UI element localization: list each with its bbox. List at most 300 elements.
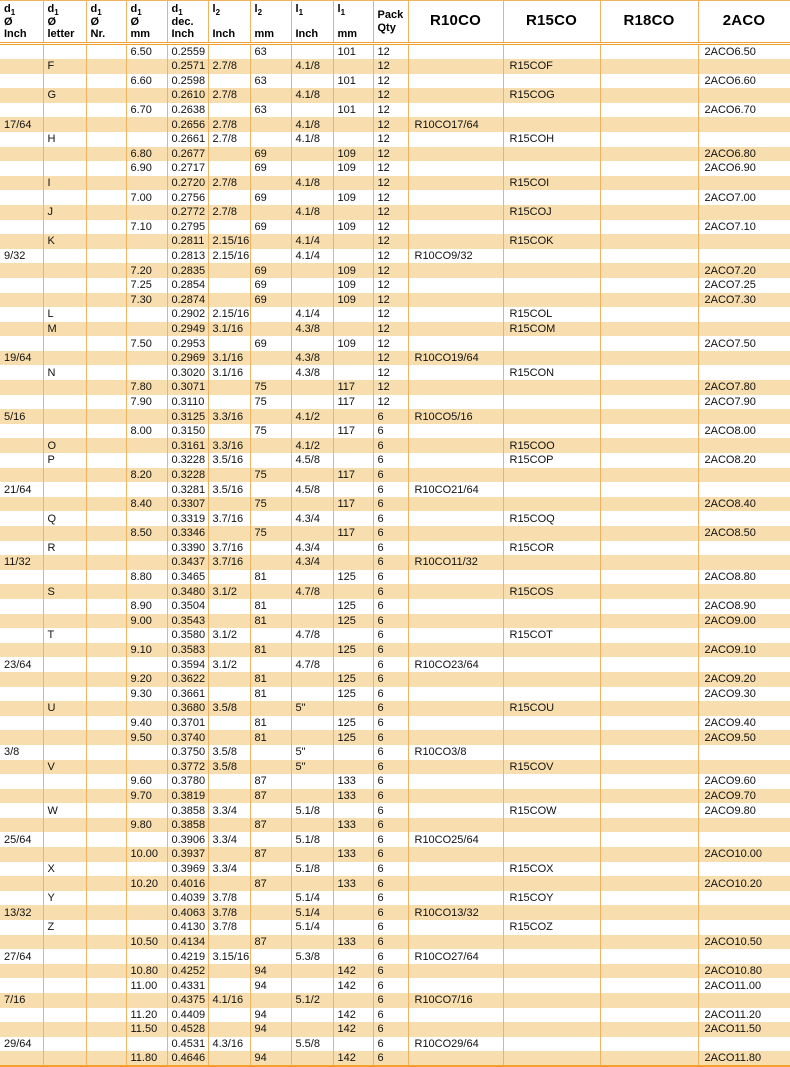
cell-pack-qty: 12 <box>373 132 408 147</box>
cell-r18co <box>600 599 698 614</box>
cell-l1-mm: 125 <box>333 614 373 629</box>
cell-r10co: R10CO3/8 <box>408 745 503 760</box>
cell-l1-inch <box>291 1008 333 1023</box>
cell-d1-nr <box>86 88 126 103</box>
cell-d1-mm: 8.50 <box>126 526 167 541</box>
cell-l1-mm: 101 <box>333 103 373 118</box>
cell-l2-inch <box>208 44 250 60</box>
cell-pack-qty: 12 <box>373 293 408 308</box>
cell-2aco <box>698 993 790 1008</box>
cell-l2-mm: 75 <box>250 380 291 395</box>
cell-r18co <box>600 701 698 716</box>
cell-r10co <box>408 716 503 731</box>
cell-2aco <box>698 584 790 599</box>
cell-r10co <box>408 862 503 877</box>
cell-2aco: 2ACO8.90 <box>698 599 790 614</box>
cell-pack-qty: 6 <box>373 541 408 556</box>
cell-l1-mm: 133 <box>333 774 373 789</box>
cell-2aco: 2ACO10.20 <box>698 876 790 891</box>
cell-l2-mm <box>250 59 291 74</box>
cell-l2-mm: 94 <box>250 978 291 993</box>
cell-d1-nr <box>86 103 126 118</box>
cell-l1-mm: 101 <box>333 44 373 60</box>
column-header-l1-inch: $l_1$ Inch <box>291 1 333 44</box>
cell-d1-nr <box>86 643 126 658</box>
cell-l2-inch: 3.3/16 <box>208 409 250 424</box>
table-row <box>0 803 790 818</box>
cell-d1-nr <box>86 278 126 293</box>
cell-pack-qty: 6 <box>373 818 408 833</box>
cell-r15co: R15COS <box>503 584 600 599</box>
cell-r15co <box>503 220 600 235</box>
cell-pack-qty: 12 <box>373 263 408 278</box>
cell-l2-inch <box>208 672 250 687</box>
cell-d1-letter <box>43 44 86 60</box>
cell-r10co <box>408 205 503 220</box>
cell-l1-inch: 5" <box>291 760 333 775</box>
cell-r18co <box>600 935 698 950</box>
cell-r10co <box>408 730 503 745</box>
cell-pack-qty: 12 <box>373 336 408 351</box>
cell-pack-qty: 6 <box>373 993 408 1008</box>
cell-pack-qty: 12 <box>373 88 408 103</box>
cell-r10co <box>408 847 503 862</box>
cell-l1-inch <box>291 1051 333 1066</box>
cell-l1-mm: 142 <box>333 964 373 979</box>
cell-r10co <box>408 803 503 818</box>
cell-r18co <box>600 220 698 235</box>
cell-r10co <box>408 1008 503 1023</box>
cell-r15co <box>503 424 600 439</box>
cell-l2-mm: 81 <box>250 570 291 585</box>
cell-pack-qty: 12 <box>373 205 408 220</box>
cell-2aco: 2ACO7.25 <box>698 278 790 293</box>
cell-l2-inch <box>208 497 250 512</box>
cell-r18co <box>600 862 698 877</box>
cell-pack-qty: 6 <box>373 672 408 687</box>
cell-l2-inch: 3.7/16 <box>208 541 250 556</box>
table-row <box>0 293 790 308</box>
cell-d1-dec: 0.3480 <box>167 584 208 599</box>
cell-r10co <box>408 628 503 643</box>
table-row <box>0 482 790 497</box>
cell-2aco <box>698 365 790 380</box>
cell-l2-mm <box>250 1037 291 1052</box>
cell-d1-inch: 7/16 <box>0 993 43 1008</box>
cell-d1-inch <box>0 628 43 643</box>
cell-d1-letter <box>43 482 86 497</box>
cell-l2-mm: 75 <box>250 526 291 541</box>
cell-r18co <box>600 760 698 775</box>
cell-d1-mm: 9.00 <box>126 614 167 629</box>
cell-l1-mm <box>333 555 373 570</box>
cell-2aco <box>698 482 790 497</box>
cell-d1-nr <box>86 803 126 818</box>
cell-r10co <box>408 526 503 541</box>
table-row <box>0 730 790 745</box>
cell-l1-inch: 4.7/8 <box>291 584 333 599</box>
cell-d1-letter <box>43 409 86 424</box>
cell-d1-inch: 19/64 <box>0 351 43 366</box>
cell-d1-mm: 7.20 <box>126 263 167 278</box>
cell-d1-nr <box>86 234 126 249</box>
cell-d1-mm: 10.50 <box>126 935 167 950</box>
cell-l1-inch <box>291 614 333 629</box>
cell-d1-nr <box>86 1022 126 1037</box>
cell-l1-inch <box>291 570 333 585</box>
cell-r10co <box>408 774 503 789</box>
cell-d1-inch <box>0 760 43 775</box>
cell-l1-inch <box>291 964 333 979</box>
cell-d1-nr <box>86 657 126 672</box>
cell-d1-mm <box>126 905 167 920</box>
cell-d1-mm <box>126 176 167 191</box>
cell-l2-mm <box>250 541 291 556</box>
cell-l2-inch <box>208 774 250 789</box>
cell-l1-inch <box>291 789 333 804</box>
cell-l2-inch <box>208 468 250 483</box>
cell-d1-inch <box>0 234 43 249</box>
table-row <box>0 789 790 804</box>
cell-r15co: R15COM <box>503 322 600 337</box>
cell-d1-inch <box>0 687 43 702</box>
cell-pack-qty: 6 <box>373 687 408 702</box>
cell-r15co <box>503 147 600 162</box>
cell-l1-inch: 4.1/4 <box>291 234 333 249</box>
cell-d1-nr <box>86 511 126 526</box>
cell-d1-dec: 0.3504 <box>167 599 208 614</box>
cell-r15co: R15COI <box>503 176 600 191</box>
cell-d1-letter <box>43 1051 86 1066</box>
cell-d1-letter <box>43 74 86 89</box>
cell-d1-nr <box>86 687 126 702</box>
cell-2aco <box>698 920 790 935</box>
table-row <box>0 1051 790 1066</box>
cell-d1-inch <box>0 920 43 935</box>
cell-d1-nr <box>86 380 126 395</box>
table-row <box>0 862 790 877</box>
cell-r15co <box>503 876 600 891</box>
cell-l1-mm <box>333 949 373 964</box>
cell-r15co: R15COU <box>503 701 600 716</box>
cell-l1-inch: 4.1/2 <box>291 438 333 453</box>
cell-l1-inch <box>291 847 333 862</box>
cell-d1-mm: 11.20 <box>126 1008 167 1023</box>
cell-d1-letter <box>43 730 86 745</box>
cell-d1-nr <box>86 584 126 599</box>
cell-d1-inch: 5/16 <box>0 409 43 424</box>
cell-l1-inch: 4.1/4 <box>291 249 333 264</box>
cell-r10co <box>408 511 503 526</box>
cell-l2-mm: 63 <box>250 44 291 60</box>
cell-d1-inch <box>0 1008 43 1023</box>
cell-d1-mm <box>126 409 167 424</box>
cell-2aco: 2ACO9.40 <box>698 716 790 731</box>
cell-d1-dec: 0.3543 <box>167 614 208 629</box>
cell-l1-mm: 125 <box>333 730 373 745</box>
cell-l1-mm <box>333 745 373 760</box>
cell-d1-dec: 0.2902 <box>167 307 208 322</box>
cell-l1-inch: 4.3/4 <box>291 541 333 556</box>
cell-d1-mm: 11.50 <box>126 1022 167 1037</box>
cell-r15co <box>503 993 600 1008</box>
cell-d1-inch <box>0 584 43 599</box>
table-row <box>0 74 790 89</box>
cell-d1-mm: 8.80 <box>126 570 167 585</box>
cell-d1-nr <box>86 74 126 89</box>
cell-d1-dec: 0.2638 <box>167 103 208 118</box>
cell-l2-mm <box>250 905 291 920</box>
cell-l1-mm <box>333 803 373 818</box>
cell-2aco <box>698 409 790 424</box>
cell-l2-inch: 2.15/16 <box>208 307 250 322</box>
cell-d1-dec: 0.3819 <box>167 789 208 804</box>
cell-d1-inch <box>0 964 43 979</box>
cell-r10co: R10CO23/64 <box>408 657 503 672</box>
cell-d1-nr <box>86 205 126 220</box>
cell-l2-inch: 3.5/8 <box>208 760 250 775</box>
cell-l2-mm: 87 <box>250 818 291 833</box>
cell-r18co <box>600 570 698 585</box>
table-row <box>0 526 790 541</box>
cell-r10co <box>408 59 503 74</box>
cell-r10co: R10CO9/32 <box>408 249 503 264</box>
cell-2aco <box>698 891 790 906</box>
cell-r15co <box>503 1037 600 1052</box>
cell-l1-mm: 109 <box>333 161 373 176</box>
cell-d1-nr <box>86 365 126 380</box>
cell-d1-nr <box>86 760 126 775</box>
cell-l1-inch: 4.3/8 <box>291 365 333 380</box>
cell-l2-mm: 69 <box>250 190 291 205</box>
cell-2aco: 2ACO11.00 <box>698 978 790 993</box>
cell-2aco: 2ACO8.50 <box>698 526 790 541</box>
cell-l2-inch: 3.5/8 <box>208 745 250 760</box>
cell-2aco: 2ACO9.80 <box>698 803 790 818</box>
cell-pack-qty: 6 <box>373 526 408 541</box>
cell-r10co <box>408 497 503 512</box>
cell-pack-qty: 12 <box>373 351 408 366</box>
cell-r15co <box>503 657 600 672</box>
cell-r18co <box>600 847 698 862</box>
cell-2aco: 2ACO11.20 <box>698 1008 790 1023</box>
table-row <box>0 336 790 351</box>
cell-r18co <box>600 555 698 570</box>
cell-2aco <box>698 468 790 483</box>
cell-r10co <box>408 74 503 89</box>
cell-l2-mm: 87 <box>250 789 291 804</box>
cell-r15co: R15COZ <box>503 920 600 935</box>
cell-d1-letter <box>43 876 86 891</box>
cell-d1-mm: 8.90 <box>126 599 167 614</box>
cell-l1-mm <box>333 541 373 556</box>
cell-l1-inch: 4.5/8 <box>291 453 333 468</box>
cell-d1-nr <box>86 424 126 439</box>
cell-r18co <box>600 526 698 541</box>
cell-r10co: R10CO21/64 <box>408 482 503 497</box>
cell-2aco: 2ACO11.50 <box>698 1022 790 1037</box>
cell-l1-mm <box>333 920 373 935</box>
column-header-l1-mm: $l_1$ mm <box>333 1 373 44</box>
cell-d1-dec: 0.2813 <box>167 249 208 264</box>
cell-r15co <box>503 643 600 658</box>
cell-l2-mm: 75 <box>250 395 291 410</box>
cell-d1-mm: 9.70 <box>126 789 167 804</box>
cell-d1-nr <box>86 1008 126 1023</box>
table-row <box>0 657 790 672</box>
cell-2aco: 2ACO8.80 <box>698 570 790 585</box>
cell-l2-inch: 2.15/16 <box>208 249 250 264</box>
cell-l1-mm <box>333 234 373 249</box>
cell-l2-inch <box>208 964 250 979</box>
cell-l2-inch <box>208 147 250 162</box>
cell-d1-mm <box>126 920 167 935</box>
cell-d1-dec: 0.3583 <box>167 643 208 658</box>
cell-pack-qty: 6 <box>373 657 408 672</box>
table-row <box>0 307 790 322</box>
cell-d1-dec: 0.3937 <box>167 847 208 862</box>
cell-r18co <box>600 88 698 103</box>
cell-r18co <box>600 322 698 337</box>
cell-d1-inch <box>0 862 43 877</box>
cell-l1-inch <box>291 395 333 410</box>
cell-r10co: R10CO5/16 <box>408 409 503 424</box>
cell-d1-mm: 6.70 <box>126 103 167 118</box>
cell-l1-inch <box>291 336 333 351</box>
cell-d1-inch <box>0 132 43 147</box>
cell-2aco: 2ACO7.90 <box>698 395 790 410</box>
cell-pack-qty: 6 <box>373 862 408 877</box>
cell-2aco <box>698 59 790 74</box>
cell-l2-mm: 69 <box>250 293 291 308</box>
cell-l1-mm <box>333 511 373 526</box>
cell-2aco <box>698 949 790 964</box>
table-row <box>0 176 790 191</box>
cell-d1-letter: K <box>43 234 86 249</box>
cell-d1-nr <box>86 832 126 847</box>
cell-l1-inch: 4.1/8 <box>291 176 333 191</box>
cell-d1-inch <box>0 220 43 235</box>
cell-r10co <box>408 395 503 410</box>
cell-2aco: 2ACO9.70 <box>698 789 790 804</box>
cell-d1-inch: 21/64 <box>0 482 43 497</box>
cell-d1-nr <box>86 628 126 643</box>
cell-r10co <box>408 278 503 293</box>
cell-l2-inch: 3.3/4 <box>208 832 250 847</box>
cell-d1-inch <box>0 380 43 395</box>
cell-l1-inch <box>291 774 333 789</box>
cell-l2-mm: 81 <box>250 716 291 731</box>
cell-pack-qty: 12 <box>373 307 408 322</box>
cell-2aco: 2ACO9.00 <box>698 614 790 629</box>
column-label: R10CO <box>429 12 482 30</box>
table-row <box>0 964 790 979</box>
cell-l2-inch: 3.7/8 <box>208 920 250 935</box>
cell-d1-letter <box>43 263 86 278</box>
cell-r10co <box>408 541 503 556</box>
cell-l2-inch <box>208 789 250 804</box>
cell-d1-letter: F <box>43 59 86 74</box>
cell-pack-qty: 12 <box>373 249 408 264</box>
cell-r10co <box>408 935 503 950</box>
cell-l2-inch: 3.7/8 <box>208 891 250 906</box>
cell-pack-qty: 6 <box>373 1022 408 1037</box>
cell-l1-mm <box>333 657 373 672</box>
cell-d1-letter: S <box>43 584 86 599</box>
cell-r15co <box>503 351 600 366</box>
cell-l2-inch <box>208 1022 250 1037</box>
cell-d1-nr <box>86 468 126 483</box>
cell-d1-inch <box>0 803 43 818</box>
cell-l1-inch <box>291 716 333 731</box>
cell-d1-dec: 0.3465 <box>167 570 208 585</box>
cell-pack-qty: 12 <box>373 365 408 380</box>
cell-d1-letter: L <box>43 307 86 322</box>
cell-pack-qty: 6 <box>373 730 408 745</box>
cell-pack-qty: 12 <box>373 147 408 162</box>
cell-d1-letter <box>43 643 86 658</box>
cell-r10co <box>408 380 503 395</box>
cell-l2-inch: 4.3/16 <box>208 1037 250 1052</box>
cell-pack-qty: 12 <box>373 103 408 118</box>
cell-l1-inch <box>291 147 333 162</box>
cell-r15co: R15COR <box>503 541 600 556</box>
cell-l2-mm: 69 <box>250 263 291 278</box>
cell-l2-inch: 3.5/16 <box>208 482 250 497</box>
cell-2aco <box>698 511 790 526</box>
cell-l1-mm: 101 <box>333 74 373 89</box>
cell-l1-inch <box>291 161 333 176</box>
cell-r10co: R10CO7/16 <box>408 993 503 1008</box>
cell-l2-mm <box>250 803 291 818</box>
cell-l2-mm: 87 <box>250 935 291 950</box>
cell-d1-letter <box>43 1008 86 1023</box>
cell-l2-inch: 3.5/16 <box>208 453 250 468</box>
cell-r10co <box>408 584 503 599</box>
cell-r18co <box>600 234 698 249</box>
cell-l2-mm <box>250 307 291 322</box>
cell-pack-qty: 6 <box>373 774 408 789</box>
cell-d1-inch <box>0 88 43 103</box>
table-row <box>0 716 790 731</box>
cell-d1-mm <box>126 205 167 220</box>
cell-d1-nr <box>86 789 126 804</box>
cell-d1-nr <box>86 599 126 614</box>
table-row <box>0 438 790 453</box>
cell-l2-mm: 94 <box>250 1051 291 1066</box>
cell-d1-dec: 0.4063 <box>167 905 208 920</box>
cell-l1-inch <box>291 978 333 993</box>
cell-pack-qty: 6 <box>373 789 408 804</box>
cell-r10co <box>408 161 503 176</box>
table-row <box>0 453 790 468</box>
cell-pack-qty: 12 <box>373 380 408 395</box>
cell-d1-dec: 0.3580 <box>167 628 208 643</box>
cell-l2-inch <box>208 730 250 745</box>
cell-l1-mm <box>333 993 373 1008</box>
cell-l2-inch <box>208 687 250 702</box>
cell-l2-mm: 81 <box>250 687 291 702</box>
cell-d1-nr <box>86 336 126 351</box>
cell-2aco <box>698 760 790 775</box>
column-header-d1-dec: $d_1$ dec. Inch <box>167 1 208 44</box>
cell-r15co: R15COT <box>503 628 600 643</box>
table-row <box>0 628 790 643</box>
cell-l1-mm: 125 <box>333 599 373 614</box>
cell-r18co <box>600 190 698 205</box>
cell-d1-inch: 17/64 <box>0 117 43 132</box>
cell-d1-letter <box>43 774 86 789</box>
